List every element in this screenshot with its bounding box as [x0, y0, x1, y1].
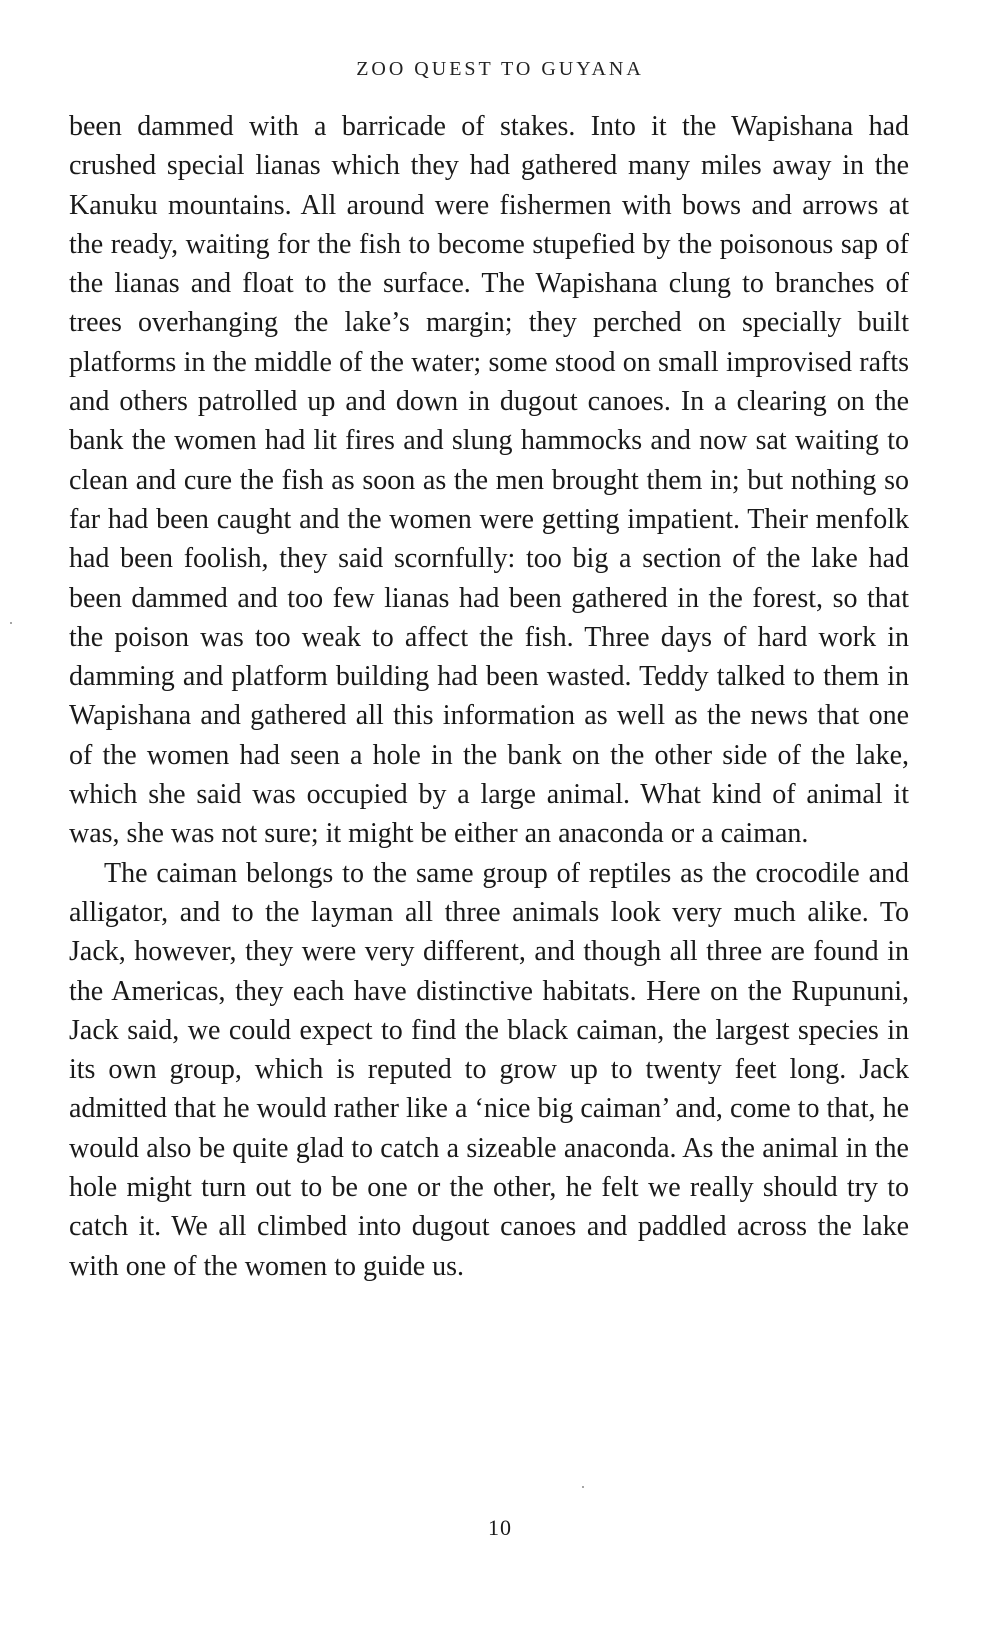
- paragraph-caiman: The caiman belongs to the same group of reptiles as the crocodile and alligator, and to the layman all three animals look very much alike. To Jack, however, they were very different, and though all three are found in the Americas, they each have distinctive habitats. Here on the Rupununi, Jack said, we could expect to find the black caiman, the largest species in its own group, which is reputed to grow up to twenty feet long. Jack admitted that he would rather like a ‘nice big caiman’ and, come to that, he would also be quite glad to catch a sizeable anaconda. As the animal in the hole might turn out to be one or the other, he felt we really should try to catch it. We all climbed into dugout canoes and paddled across the lake with one of the women to guide us.: [69, 857, 909, 1282]
- body-text: [69, 107, 909, 1286]
- page-number: 10: [488, 1515, 512, 1540]
- running-head-title: ZOO QUEST TO GUYANA: [356, 58, 644, 80]
- scan-speck: [582, 1486, 584, 1488]
- scan-speck: [10, 622, 12, 624]
- paragraph-continued: been dammed with a barricade of stakes. Into it the Wapishana had crushed special lianas which they had gathered many miles away in the Kanuku mountains. All around were fishermen with bows and arrows at the ready, waiting for the fish to become stupefied by the poisonous sap of the lianas and float to the surface. The Wapishana clung to branches of trees overhanging the lake’s margin; they perched on specially built platforms in the middle of the water; some stood on small improvised rafts and others patrolled up and down in dugout canoes. In a clearing on the bank the women had lit fires and slung hammocks and now sat waiting to clean and cure the fish as soon as the men brought them in; but nothing so far had been caught and the women were getting impatient. Their menfolk had been foolish, they said scornfully: too big a section of the lake had been dammed and too few lianas had been gathered in the forest, so that the poison was too weak to affect the fish. Three days of hard work in damming and platform building had been wasted. Teddy talked to them in Wapishana and gathered all this information as well as the news that one of the women had seen a hole in the bank on the other side of the lake, which she said was occupied by a large animal. What kind of animal it was, she was not sure; it might be either an anaconda or a caiman.: [69, 111, 909, 850]
